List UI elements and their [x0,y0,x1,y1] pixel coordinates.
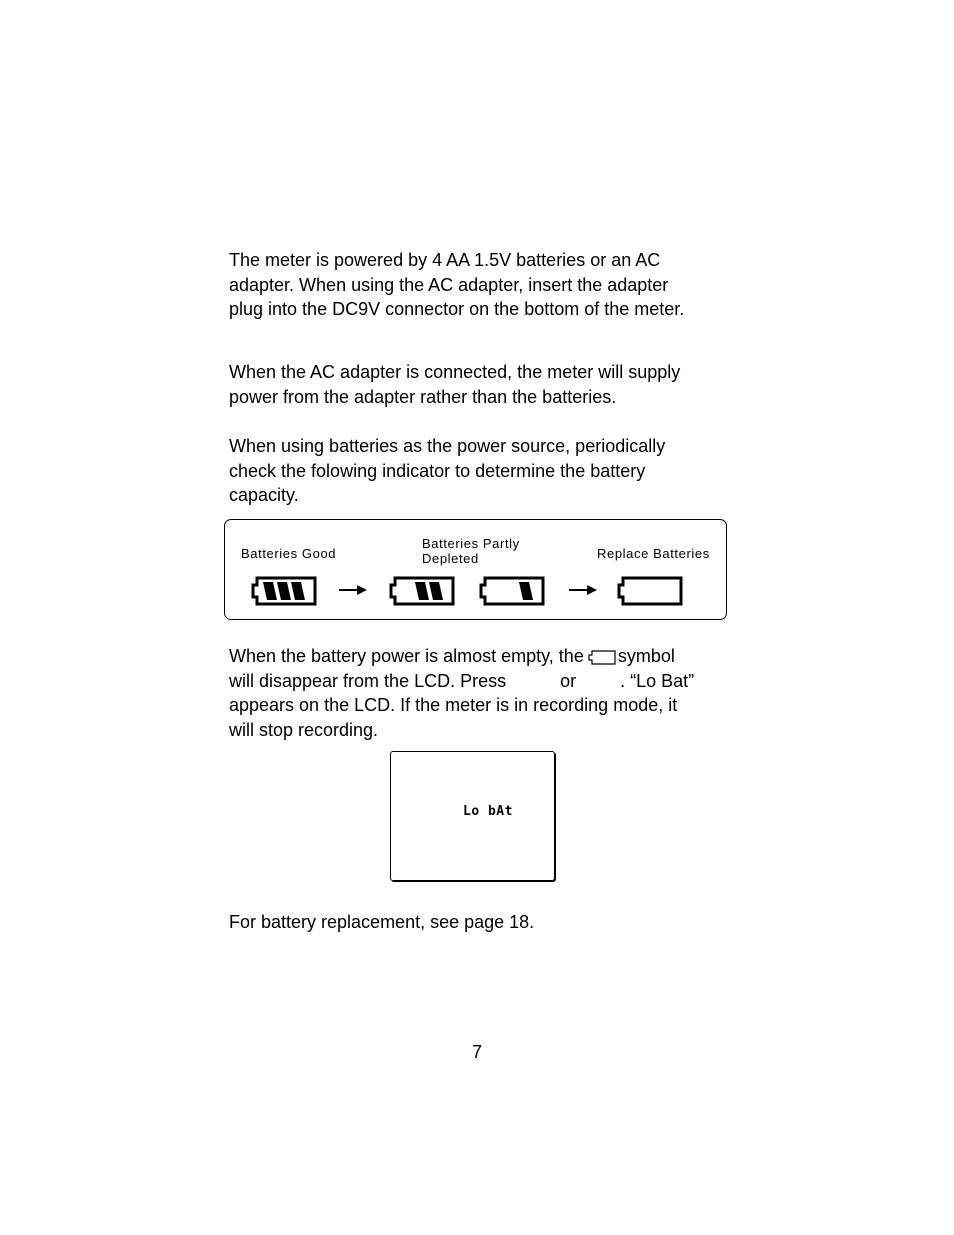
battery-indicator-panel [224,519,727,620]
lcd-display [390,751,555,881]
battery-symbol-icon [588,650,616,665]
power-intro-paragraph: The meter is powered by 4 AA 1.5V batteries or an AC adapter. When using the AC adapter, insert the adapter plug into the DC9V connector on the bottom of the meter. [229,250,685,319]
page-number: 7 [471,1042,482,1062]
low-battery-text-3: will disappear from the LCD. Press [229,670,507,691]
low-battery-text-2: symbol [617,646,675,666]
battery-check-paragraph: When using batteries as the power source, periodically check the folowing indicator to determine the battery capacity. [229,436,666,505]
battery-full-icon [251,576,319,606]
arrow-right-icon [339,584,369,596]
arrow-right-icon [569,584,599,596]
low-battery-paragraph [229,644,729,742]
low-battery-text-4: or [560,670,577,691]
battery-low-icon [479,576,547,606]
batteries-good-label: Batteries Good [241,546,337,561]
lcd-lo-bat-text: Lo bAt [463,804,513,819]
ac-adapter-paragraph: When the AC adapter is connected, the meter will supply power from the adapter rather than the batteries. [229,362,681,407]
battery-empty-icon [617,576,685,606]
replace-batteries-label: Replace Batteries [597,546,710,561]
battery-replacement-paragraph: For battery replacement, see page 18. [229,912,535,932]
batteries-partly-depleted-label: Batteries Partly Depleted [422,536,520,566]
low-battery-text-6: appears on the LCD. If the meter is in recording mode, it will stop recording. [229,695,678,740]
low-battery-text-5: . “Lo Bat” [620,670,695,691]
low-battery-text-1: When the battery power is almost empty, the [229,646,584,666]
battery-partly-icon [389,576,457,606]
